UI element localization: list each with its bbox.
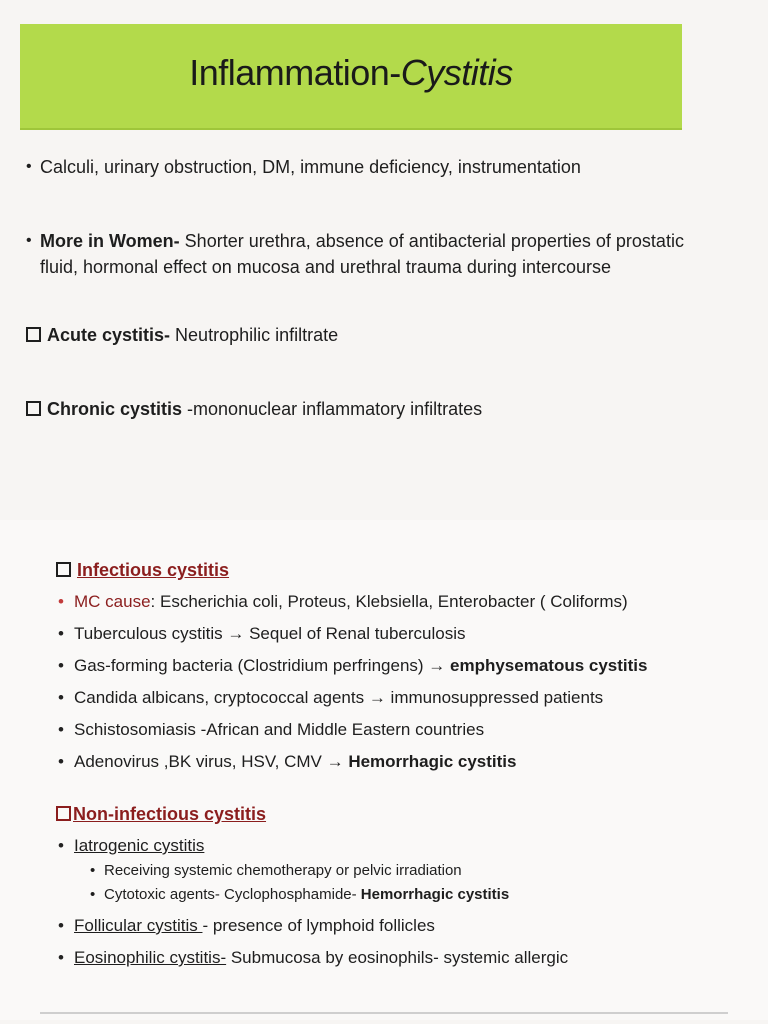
list-item (58, 750, 517, 774)
bullet-dot-icon: • (58, 656, 64, 675)
item-text: Iatrogenic cystitis (74, 836, 205, 855)
bullet-dot-icon: • (58, 836, 64, 855)
bullet-dot-icon: • (58, 752, 64, 771)
sub-item-text: Cytotoxic agents- Cyclophosphamide- (104, 886, 361, 903)
bullet-bold-label: More in Women- (40, 231, 180, 251)
bullet-dot-icon: • (58, 592, 64, 611)
bullet-dot-icon: • (58, 720, 64, 739)
item-text: - presence of lymphoid follicles (202, 916, 435, 935)
checkbox-icon (26, 401, 41, 416)
item-text: : Escherichia coli, Proteus, Klebsiella, Enterobacter ( Coliforms) (150, 592, 628, 611)
check-chronic-cystitis (26, 396, 482, 422)
section-heading: Non-infectious cystitis (73, 804, 267, 824)
list-item (58, 654, 648, 678)
checkbox-icon (56, 806, 71, 821)
item-text: Adenovirus ,BK virus, HSV, CMV → (74, 752, 349, 771)
item-text: Gas-forming bacteria (Clostridium perfringens) → (74, 656, 451, 675)
item-label: Follicular cystitis (74, 916, 203, 935)
bullet-more-in-women (26, 228, 684, 280)
bullet-dot-icon: • (26, 158, 32, 175)
list-item (58, 718, 485, 742)
bullet-text: Calculi, urinary obstruction, DM, immune deficiency, instrumentation (40, 157, 581, 177)
bullet-text: Shorter urethra, absence of antibacterial properties of prostatic (179, 231, 684, 251)
bullet-dot-icon: • (58, 948, 64, 967)
bullet-dot-icon: • (90, 862, 96, 879)
title-main: Inflammation- (189, 52, 401, 93)
item-text: Submucosa by eosinophils- systemic allergic (226, 948, 569, 967)
item-label: MC cause (74, 592, 151, 611)
check-text: -mononuclear inflammatory infiltrates (182, 399, 483, 419)
title-italic: Cystitis (400, 52, 513, 93)
title-banner (20, 24, 682, 130)
bullet-text-line2: fluid, hormonal effect on mucosa and urethral trauma during intercourse (40, 257, 611, 277)
footer-divider (40, 1012, 728, 1014)
check-label: Acute cystitis- (47, 325, 171, 345)
bullet-dot-icon: • (58, 688, 64, 707)
list-item (58, 590, 628, 614)
heading-noninfectious (56, 802, 266, 827)
item-bold: Hemorrhagic cystitis (348, 752, 517, 771)
check-label: Chronic cystitis (47, 399, 183, 419)
section-heading: Infectious cystitis (77, 560, 230, 580)
checkbox-icon (56, 562, 71, 577)
heading-infectious (56, 558, 229, 583)
list-item (58, 946, 569, 970)
bullet-dot-icon: • (58, 624, 64, 643)
check-acute-cystitis (26, 322, 338, 348)
item-bold: emphysematous cystitis (450, 656, 648, 675)
list-item (58, 834, 205, 858)
list-item (58, 622, 466, 646)
bullet-risk-factors (26, 154, 581, 180)
sub-item (90, 860, 462, 882)
bullet-dot-icon: • (26, 232, 32, 249)
list-item (58, 686, 604, 710)
bullet-dot-icon: • (90, 886, 96, 903)
checkbox-icon (26, 327, 41, 342)
check-text: Neutrophilic infiltrate (170, 325, 339, 345)
bullet-dot-icon: • (58, 916, 64, 935)
item-text: Schistosomiasis -African and Middle Eastern countries (74, 720, 485, 739)
item-label: Eosinophilic cystitis- (74, 948, 227, 967)
item-text: Tuberculous cystitis → Sequel of Renal tuberculosis (74, 624, 466, 643)
sub-item-bold: Hemorrhagic cystitis (360, 886, 510, 903)
sub-item (90, 884, 510, 906)
item-text: Candida albicans, cryptococcal agents → immunosuppressed patients (74, 688, 604, 707)
sub-item-text: Receiving systemic chemotherapy or pelvic irradiation (104, 862, 462, 879)
list-item (58, 914, 435, 938)
page-title (20, 52, 682, 94)
